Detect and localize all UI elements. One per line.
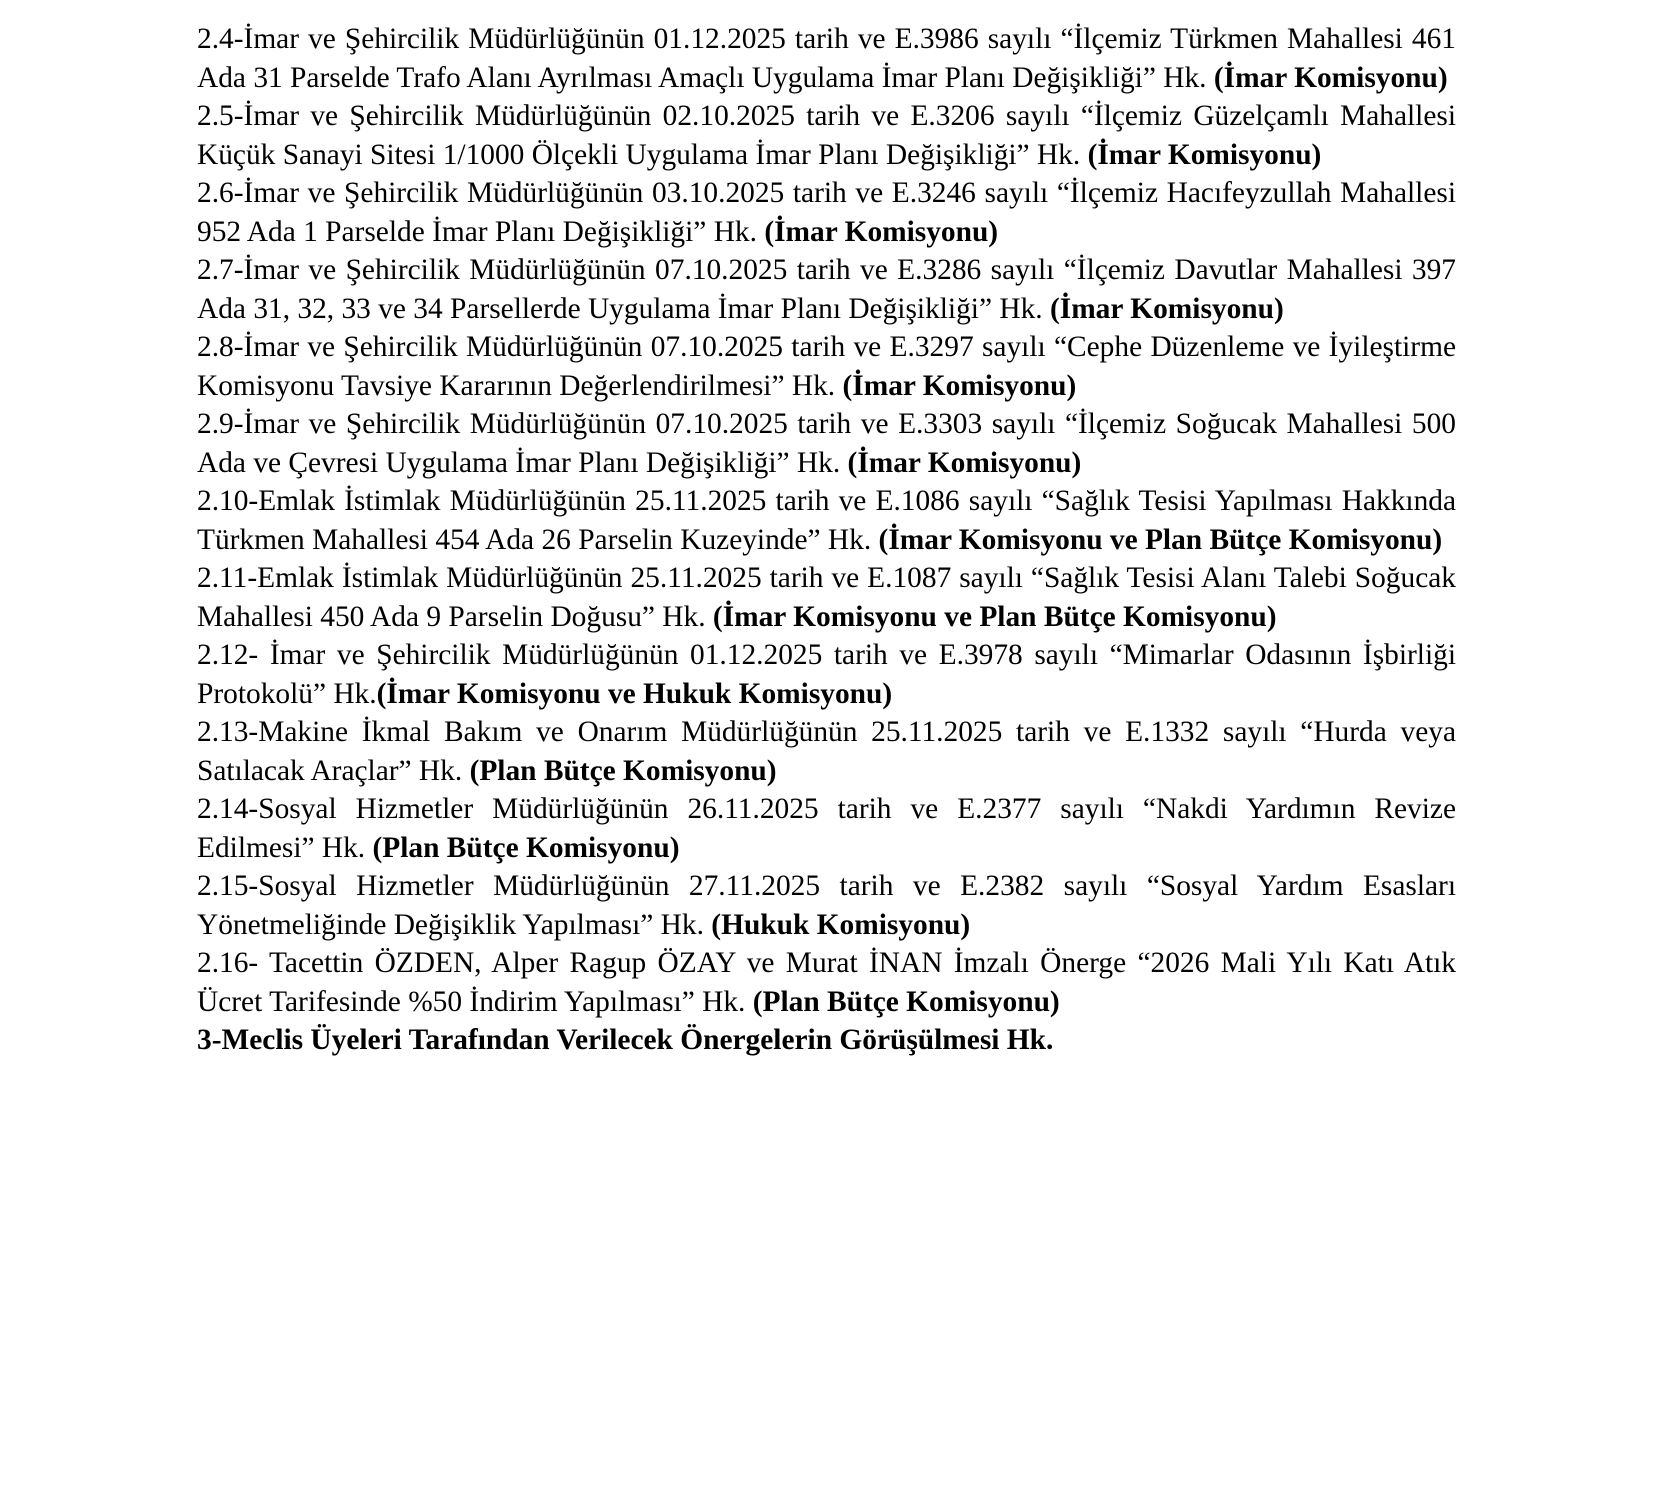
agenda-item-2-6 xyxy=(197,174,1456,251)
item-committee: (Plan Bütçe Komisyonu) xyxy=(372,831,680,864)
item-text: İmar ve Şehircilik Müdürlüğünün 01.12.2025 tarih ve E.3978 sayılı “Mimarlar Odasının İşbirliği Protokolü” Hk. xyxy=(197,639,1456,710)
item-number: 2.6- xyxy=(197,177,244,209)
agenda-item-2-5 xyxy=(197,97,1456,174)
agenda-item-2-9 xyxy=(197,405,1456,482)
item-number: 2.16- xyxy=(197,947,259,979)
item-text: Tacettin ÖZDEN, Alper Ragup ÖZAY ve Murat İNAN İmzalı Önerge “2026 Mali Yılı Katı Atık Ücret Tarifesinde %50 İndirim Yapılması” Hk. xyxy=(197,947,1456,1018)
agenda-item-2-7 xyxy=(197,251,1456,328)
item-committee: (Hukuk Komisyonu) xyxy=(711,908,971,941)
item-number: 2.13- xyxy=(197,716,259,748)
agenda-item-2-8 xyxy=(197,328,1456,405)
item-committee: (İmar Komisyonu) xyxy=(847,446,1082,479)
item-text: İmar ve Şehircilik Müdürlüğünün 03.10.2025 tarih ve E.3246 sayılı “İlçemiz Hacıfeyzullah Mahallesi 952 Ada 1 Parselde İmar Planı Değişikliği” Hk. xyxy=(197,177,1456,248)
item-number: 2.12- xyxy=(197,639,259,671)
document-page xyxy=(197,20,1456,1060)
section-heading-3: 3-Meclis Üyeleri Tarafından Verilecek Önergelerin Görüşülmesi Hk. xyxy=(197,1024,1054,1056)
agenda-item-2-10 xyxy=(197,482,1456,559)
item-text: İmar ve Şehircilik Müdürlüğünün 07.10.2025 tarih ve E.3286 sayılı “İlçemiz Davutlar Mahallesi 397 Ada 31, 32, 33 ve 34 Parsellerde Uygulama İmar Planı Değişikliği” Hk. xyxy=(197,254,1456,325)
item-committee: (İmar Komisyonu) xyxy=(764,215,999,248)
item-text: İmar ve Şehircilik Müdürlüğünün 07.10.2025 tarih ve E.3297 sayılı “Cephe Düzenleme ve İyileştirme Komisyonu Tavsiye Kararının Değerlendirilmesi” Hk. xyxy=(197,331,1456,402)
item-text: İmar ve Şehircilik Müdürlüğünün 01.12.2025 tarih ve E.3986 sayılı “İlçemiz Türkmen Mahallesi 461 Ada 31 Parselde Trafo Alanı Ayrılması Amaçlı Uygulama İmar Planı Değişikliği” Hk. xyxy=(197,23,1456,94)
agenda-item-2-13 xyxy=(197,713,1456,790)
item-number: 2.14- xyxy=(197,793,259,825)
item-text: Sosyal Hizmetler Müdürlüğünün 27.11.2025 tarih ve E.2382 sayılı “Sosyal Yardım Esasları Yönetmeliğinde Değişiklik Yapılması” Hk. xyxy=(197,870,1456,941)
item-text: Emlak İstimlak Müdürlüğünün 25.11.2025 tarih ve E.1086 sayılı “Sağlık Tesisi Yapılması Hakkında Türkmen Mahallesi 454 Ada 26 Parselin Kuzeyinde” Hk. xyxy=(197,485,1456,556)
item-committee: (Plan Bütçe Komisyonu) xyxy=(752,985,1060,1018)
agenda-item-2-11 xyxy=(197,559,1456,636)
item-text: Sosyal Hizmetler Müdürlüğünün 26.11.2025 tarih ve E.2377 sayılı “Nakdi Yardımın Revize Edilmesi” Hk. xyxy=(197,793,1456,864)
item-committee: (İmar Komisyonu ve Plan Bütçe Komisyonu) xyxy=(712,600,1277,633)
item-number: 2.11- xyxy=(197,562,258,594)
item-number: 2.15- xyxy=(197,870,259,902)
item-number: 2.5- xyxy=(197,100,244,132)
item-number: 2.8- xyxy=(197,331,244,363)
item-number: 2.7- xyxy=(197,254,244,286)
item-committee: (İmar Komisyonu) xyxy=(842,369,1077,402)
item-number: 2.9- xyxy=(197,408,244,440)
item-committee: (İmar Komisyonu) xyxy=(1087,138,1322,171)
agenda-item-2-4 xyxy=(197,20,1456,97)
agenda-item-2-15 xyxy=(197,867,1456,944)
item-text: Makine İkmal Bakım ve Onarım Müdürlüğünün 25.11.2025 tarih ve E.1332 sayılı “Hurda veya Satılacak Araçlar” Hk. xyxy=(197,716,1456,787)
item-committee: (İmar Komisyonu ve Plan Bütçe Komisyonu) xyxy=(878,523,1443,556)
item-committee: (İmar Komisyonu ve Hukuk Komisyonu) xyxy=(376,677,893,710)
item-text: İmar ve Şehircilik Müdürlüğünün 02.10.2025 tarih ve E.3206 sayılı “İlçemiz Güzelçamlı Mahallesi Küçük Sanayi Sitesi 1/1000 Ölçekli Uygulama İmar Planı Değişikliği” Hk. xyxy=(197,100,1456,171)
agenda-item-2-14 xyxy=(197,790,1456,867)
item-text: Emlak İstimlak Müdürlüğünün 25.11.2025 tarih ve E.1087 sayılı “Sağlık Tesisi Alanı Talebi Soğucak Mahallesi 450 Ada 9 Parselin Doğusu” Hk. xyxy=(197,562,1456,633)
item-committee: (İmar Komisyonu) xyxy=(1049,292,1284,325)
agenda-item-2-12 xyxy=(197,636,1456,713)
item-text: İmar ve Şehircilik Müdürlüğünün 07.10.2025 tarih ve E.3303 sayılı “İlçemiz Soğucak Mahallesi 500 Ada ve Çevresi Uygulama İmar Planı Değişikliği” Hk. xyxy=(197,408,1456,479)
item-committee: (İmar Komisyonu) xyxy=(1213,61,1448,94)
agenda-item-2-16 xyxy=(197,944,1456,1021)
item-number: 2.4- xyxy=(197,23,244,55)
item-number: 2.10- xyxy=(197,485,259,517)
item-committee: (Plan Bütçe Komisyonu) xyxy=(469,754,777,787)
